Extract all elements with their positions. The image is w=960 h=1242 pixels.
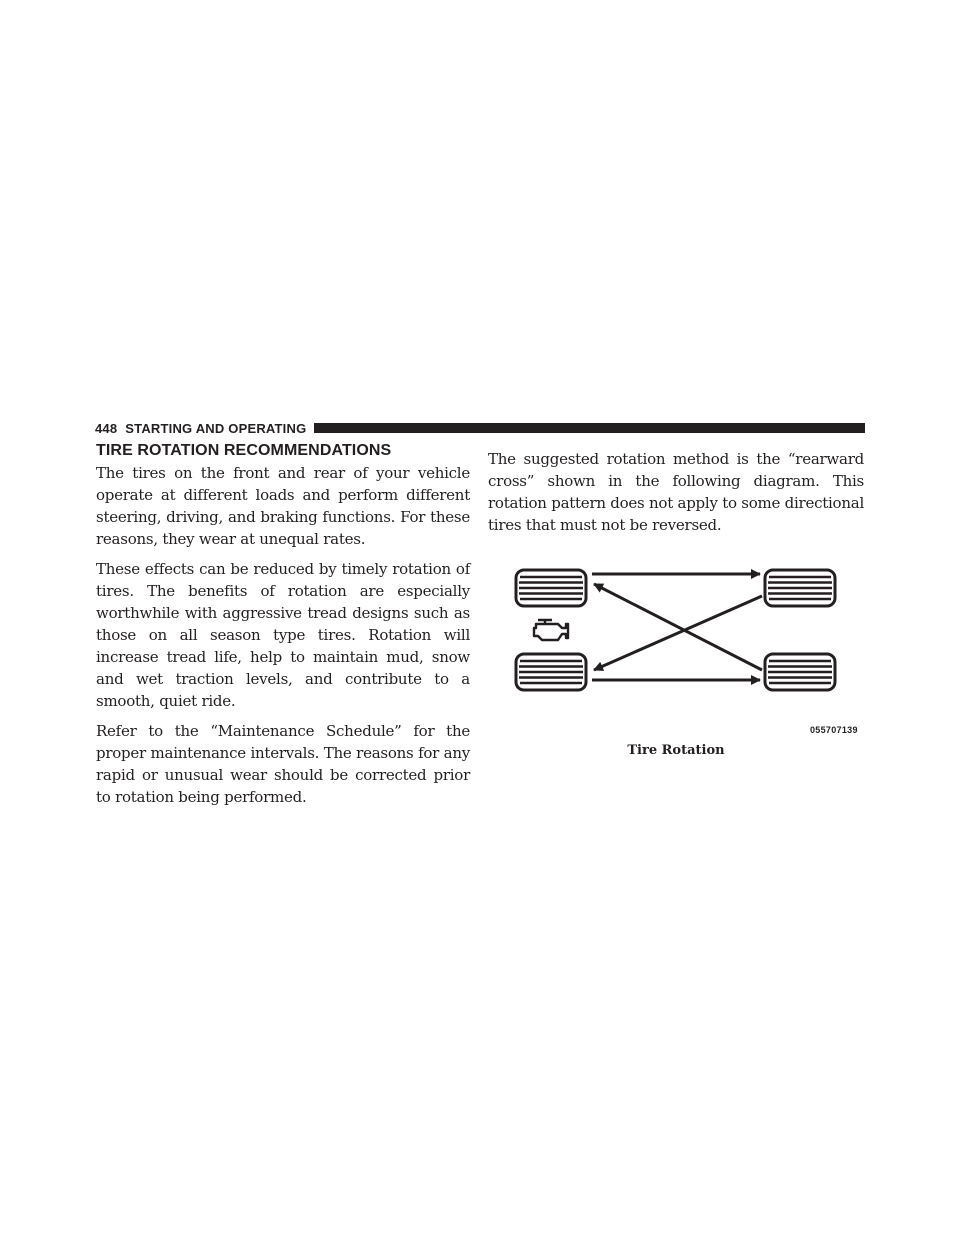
- tire-icon: [516, 570, 586, 606]
- paragraph: Refer to the “Maintenance Schedule” for the proper maintenance intervals. The reasons for any rapid or unusual wear should be corrected prior to rotation being performed.: [96, 722, 470, 806]
- paragraph: These effects can be reduced by timely rotation of tires. The benefits of rotation are especially worthwhile with aggressive tread designs such as those on all season type tires. Rotation will increase tread life, help to maintain mud, snow and wet traction levels, and contribute to a smooth, quiet ride.: [96, 560, 470, 710]
- engine-icon: [534, 620, 568, 640]
- tire-icon: [765, 570, 835, 606]
- tire-rotation-diagram: [510, 560, 865, 740]
- paragraph: The tires on the front and rear of your vehicle operate at different loads and perform different steering, driving, and braking functions. For these reasons, they wear at unequal rates.: [96, 464, 470, 548]
- page-header: [95, 418, 865, 438]
- figure-code: 055707139: [810, 725, 858, 735]
- figure-caption: Tire Rotation: [627, 743, 725, 758]
- header-rule: [314, 423, 865, 433]
- right-column: [488, 448, 864, 544]
- section-name: STARTING AND OPERATING: [125, 420, 307, 436]
- arrow-icon: [594, 584, 762, 670]
- left-column: [96, 442, 470, 816]
- tire-icon: [516, 654, 586, 690]
- section-title: TIRE ROTATION RECOMMENDATIONS: [96, 442, 392, 459]
- tire-icon: [765, 654, 835, 690]
- paragraph: The suggested rotation method is the “rearward cross” shown in the following diagram. This rotation pattern does not apply to some directional tires that must not be reversed.: [488, 450, 864, 534]
- arrow-icon: [594, 596, 762, 670]
- page-number: 448: [95, 420, 118, 436]
